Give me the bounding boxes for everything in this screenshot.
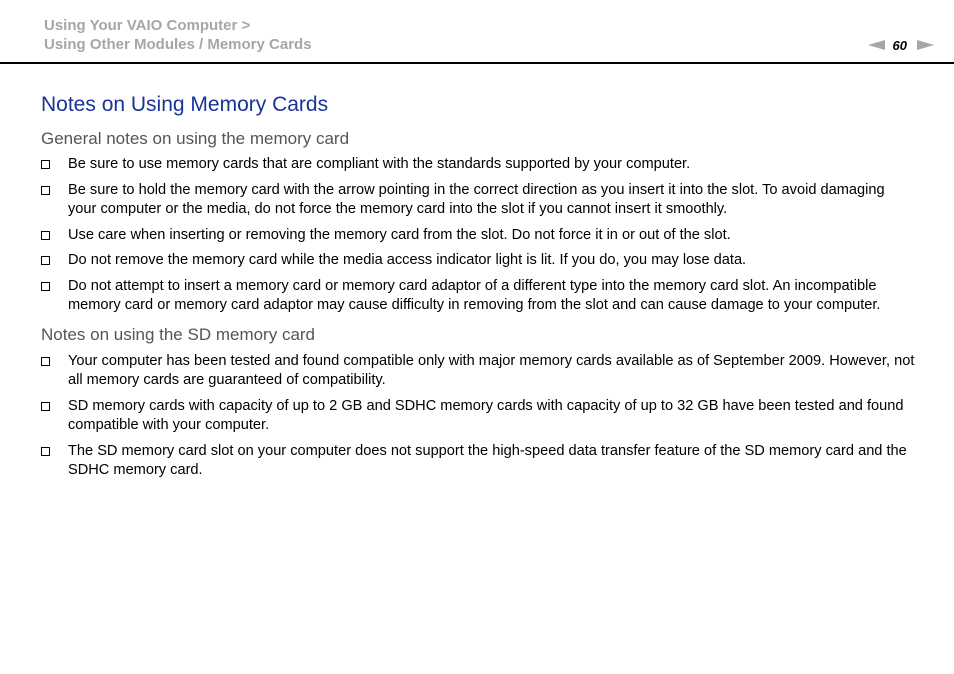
header-divider	[0, 62, 954, 64]
list-item-text: Do not attempt to insert a memory card or memory card adaptor of a different type into the memory card slot. An incompatible memory card or memory card adaptor may cause difficulty in removing from the slot and can cause damage to your computer.	[68, 277, 881, 313]
page-navigator	[868, 37, 934, 53]
list-item-text: Use care when inserting or removing the memory card from the slot. Do not force it in or out of the slot.	[68, 226, 731, 243]
list-item	[41, 277, 916, 316]
checkbox-bullet-icon	[41, 357, 50, 366]
list-item	[41, 181, 916, 220]
list-item	[41, 251, 916, 271]
list-item	[41, 226, 916, 246]
checkbox-bullet-icon	[41, 186, 50, 195]
list-item	[41, 397, 916, 436]
list-item	[41, 442, 916, 481]
breadcrumb-line-2[interactable]: Using Other Modules / Memory Cards	[44, 36, 312, 53]
sd-notes-list	[41, 352, 916, 481]
list-item	[41, 352, 916, 391]
breadcrumb	[44, 16, 312, 54]
list-item-text: Do not remove the memory card while the media access indicator light is lit. If you do, you may lose data.	[68, 252, 747, 268]
checkbox-bullet-icon	[41, 256, 50, 265]
checkbox-bullet-icon	[41, 282, 50, 291]
next-page-arrow-icon[interactable]	[917, 40, 934, 50]
section-heading-sd: Notes on using the SD memory card	[41, 324, 316, 344]
general-notes-list	[41, 155, 916, 316]
checkbox-bullet-icon	[41, 160, 50, 169]
list-item-text: Be sure to hold the memory card with the arrow pointing in the correct direction as you insert it into the slot. To avoid damaging your computer or the media, do not force the memory card into the slot if you cannot insert it smoothly.	[68, 181, 885, 217]
page-content	[41, 92, 916, 481]
checkbox-bullet-icon	[41, 231, 50, 240]
list-item-text: The SD memory card slot on your computer does not support the high-speed data transfer feature of the SD memory card and the SDHC memory card.	[68, 442, 907, 478]
page-header	[0, 0, 954, 64]
page-title: Notes on Using Memory Cards	[41, 93, 329, 116]
checkbox-bullet-icon	[41, 447, 50, 456]
list-item	[41, 155, 916, 175]
checkbox-bullet-icon	[41, 402, 50, 411]
list-item-text: SD memory cards with capacity of up to 2 GB and SDHC memory cards with capacity of up to 32 GB have been tested and found compatible with your computer.	[68, 397, 904, 433]
breadcrumb-line-1[interactable]: Using Your VAIO Computer >	[44, 17, 251, 34]
previous-page-arrow-icon[interactable]	[868, 40, 885, 50]
list-item-text: Be sure to use memory cards that are compliant with the standards supported by your computer.	[68, 156, 691, 172]
list-item-text: Your computer has been tested and found compatible only with major memory cards available as of September 2009. However, not all memory cards are guaranteed of compatibility.	[68, 352, 915, 388]
page-number: 60	[892, 37, 907, 53]
section-heading-general: General notes on using the memory card	[41, 129, 350, 148]
